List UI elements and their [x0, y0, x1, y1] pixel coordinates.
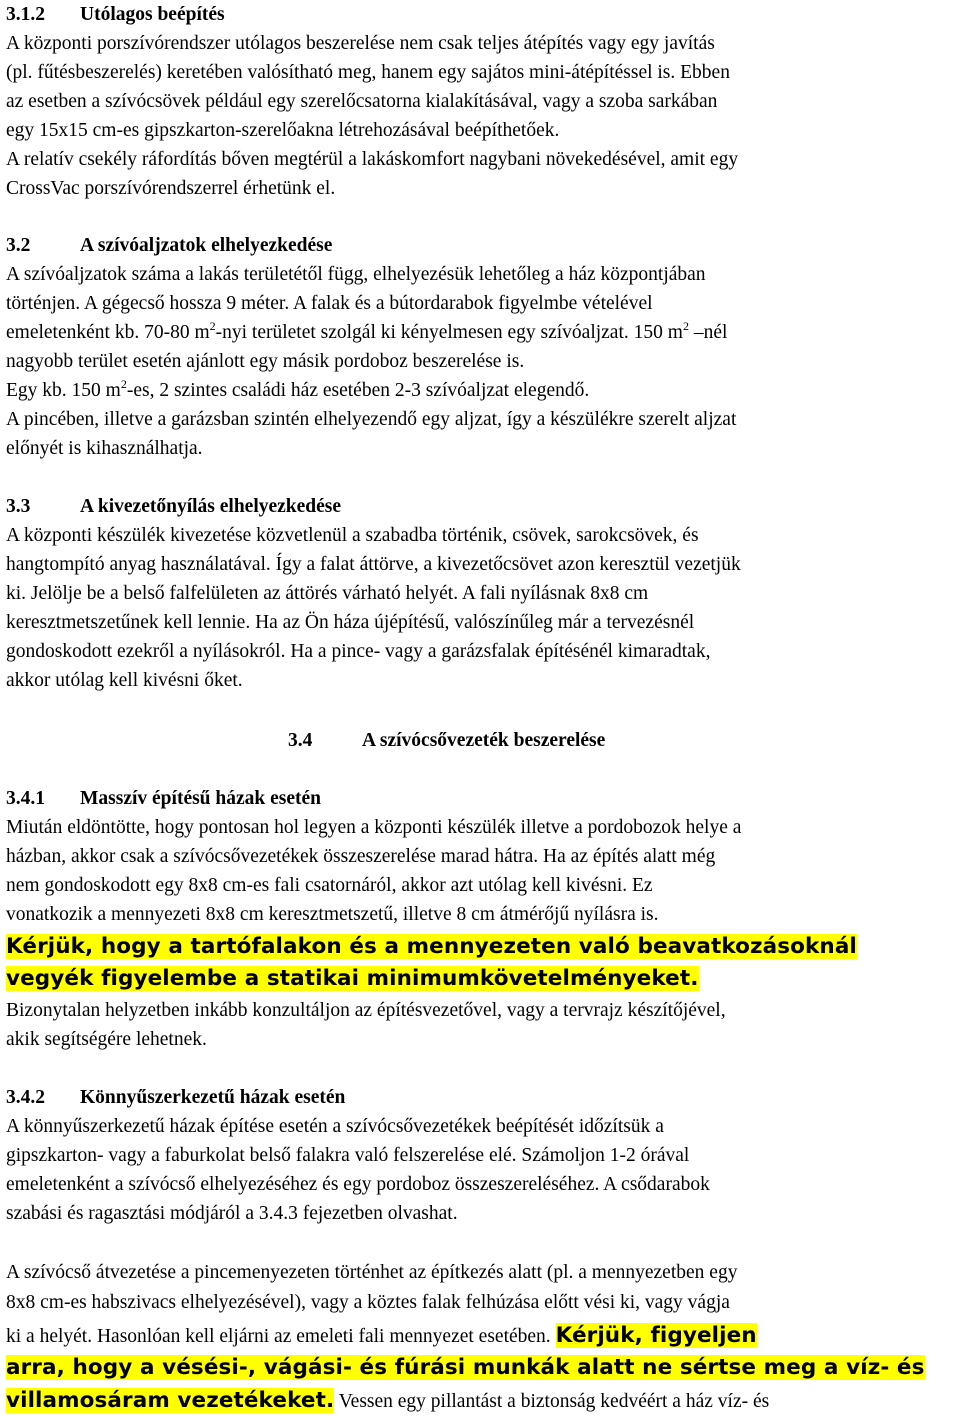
section-heading-3-4-2	[6, 1083, 345, 1112]
superscript: 2	[209, 319, 216, 333]
body-line: CrossVac porszívórendszerrel érhetünk el.	[6, 178, 336, 199]
heading-number: 3.1.2	[6, 4, 45, 25]
body-line: A központi készülék kivezetése közvetlenül a szabadba történik, csövek, sarokcsövek, és	[6, 525, 699, 546]
highlighted-warning: Kérjük, figyeljen	[555, 1323, 757, 1348]
body-line: akkor utólag kell kivésni őket.	[6, 670, 243, 691]
body-line: A központi porszívórendszer utólagos beszerelése nem csak teljes átépítés vagy egy javítás	[6, 33, 715, 54]
body-line: gondoskodott ezekről a nyílásokról. Ha a pince- vagy a garázsfalak építésénél kimaradtak,	[6, 641, 711, 662]
heading-text: Masszív építésű házak esetén	[80, 788, 322, 809]
section-heading-3-1-2	[6, 0, 225, 29]
highlighted-warning: villamosáram vezetékeket.	[6, 1388, 335, 1413]
body-line: A pincében, illetve a garázsban szintén elhelyezendő egy aljzat, így a készülékre szerelt aljzat	[6, 409, 737, 430]
heading-number: 3.4.2	[6, 1087, 45, 1108]
body-line: egy 15x15 cm-es gipszkarton-szerelőakna létrehozásával beépíthetőek.	[6, 120, 560, 141]
body-line: A szívócső átvezetése a pincemenyezeten történhet az építkezés alatt (pl. a mennyezetben egy	[6, 1262, 738, 1283]
body-line: nagyobb terület esetén ajánlott egy másik pordoboz beszerelése is.	[6, 351, 525, 372]
section-heading-3-4-1	[6, 784, 321, 813]
section-heading-3-3	[6, 492, 341, 521]
body-line: A szívóaljzatok száma a lakás területétől függ, elhelyezésük lehetőleg a ház központjában	[6, 264, 706, 285]
superscript: 2	[120, 377, 127, 391]
heading-number: 3.4.1	[6, 788, 45, 809]
text-run: –nél	[688, 322, 728, 343]
body-line: emeletenként a szívócső elhelyezéséhez és egy pordoboz összeszereléséhez. A csődarabok	[6, 1174, 710, 1195]
text-run: -es, 2 szintes családi ház esetében 2-3 szívóaljzat elegendő.	[126, 380, 590, 401]
body-line: vonatkozik a mennyezeti 8x8 cm keresztmetszetű, illetve 8 cm átmérőjű nyílásra is.	[6, 904, 659, 925]
section-heading-3-4	[288, 726, 605, 755]
body-line: Bizonytalan helyzetben inkább konzultáljon az építésvezetővel, vagy a tervrajz készítőjével,	[6, 1000, 726, 1021]
text-run: emeletenként kb. 70-80 m	[6, 322, 210, 343]
body-line: akik segítségére lehetnek.	[6, 1029, 207, 1050]
body-line: az esetben a szívócsövek például egy szerelőcsatorna kialakításával, vagy a szoba sarkában	[6, 91, 718, 112]
body-line: ki. Jelölje be a belső falfelületen az áttörés várható helyét. A fali nyílásnak 8x8 cm	[6, 583, 649, 604]
heading-text: A szívóaljzatok elhelyezkedése	[80, 235, 333, 256]
highlighted-warning: Kérjük, hogy a tartófalakon és a mennyezeten való beavatkozásoknál	[6, 934, 857, 959]
section-heading-3-2	[6, 231, 332, 260]
warning-line	[6, 1352, 925, 1384]
text-run: -nyi területet szolgál ki kényelmesen egy szívóaljzat. 150 m	[215, 322, 683, 343]
text-run: Egy kb. 150 m	[6, 380, 121, 401]
body-line	[6, 1385, 769, 1417]
text-run: Vessen egy pillantást a biztonság kedvéért a ház víz- és	[334, 1391, 770, 1412]
body-line: történjen. A gégecső hossza 9 méter. A falak és a bútordarabok figyelmbe vételével	[6, 293, 653, 314]
body-line: (pl. fűtésbeszerelés) keretében valósítható meg, hanem egy sajátos mini-átépítéssel is. Ebben	[6, 62, 730, 83]
body-line	[6, 376, 589, 405]
body-line: 8x8 cm-es habszivacs elhelyezésével), vagy a köztes falak felhúzása előtt vési ki, vagy vágja	[6, 1292, 730, 1313]
heading-text: Utólagos beépítés	[80, 4, 225, 25]
body-line: hangtompító anyag használatával. Így a falat áttörve, a kivezetőcsövet azon keresztül vezetjük	[6, 554, 741, 575]
highlighted-warning: arra, hogy a vésési-, vágási- és fúrási munkák alatt ne sértse meg a víz- és	[6, 1355, 925, 1380]
superscript: 2	[682, 319, 689, 333]
body-line: A könnyűszerkezetű házak építése esetén a szívócsővezetékek beépítését időzítsük a	[6, 1116, 664, 1137]
heading-number: 3.3	[6, 496, 31, 517]
body-line: nem gondoskodott egy 8x8 cm-es fali csatornáról, akkor azt utólag kell kivésni. Ez	[6, 875, 653, 896]
body-line	[6, 318, 727, 347]
body-line: gipszkarton- vagy a faburkolat belső falakra való felszerelése elé. Számoljon 1-2 órával	[6, 1145, 690, 1166]
heading-text: A kivezetőnyílás elhelyezkedése	[80, 496, 342, 517]
warning-line	[6, 931, 857, 964]
highlighted-warning: vegyék figyelembe a statikai minimumkövetelményeket.	[6, 966, 699, 991]
body-line	[6, 1320, 757, 1352]
heading-number: 3.4	[288, 730, 313, 751]
text-run: ki a helyét. Hasonlóan kell eljárni az emeleti fali mennyezet esetében.	[6, 1326, 556, 1347]
heading-text: A szívócsővezeték beszerelése	[362, 730, 606, 751]
heading-text: Könnyűszerkezetű házak esetén	[80, 1087, 346, 1108]
body-line: házban, akkor csak a szívócsővezetékek összeszerelése marad hátra. Ha az építés alatt még	[6, 846, 716, 867]
warning-line	[6, 963, 699, 996]
body-line: szabási és ragasztási módjáról a 3.4.3 fejezetben olvashat.	[6, 1203, 458, 1224]
body-line: keresztmetszetűnek kell lennie. Ha az Ön háza újépítésű, valószínűleg már a tervezésnél	[6, 612, 695, 633]
body-line: A relatív csekély ráfordítás bőven megtérül a lakáskomfort nagybani növekedésével, amit egy	[6, 149, 739, 170]
body-line: előnyét is kihasználhatja.	[6, 438, 203, 459]
body-line: Miután eldöntötte, hogy pontosan hol legyen a központi készülék illetve a pordobozok helye a	[6, 817, 742, 838]
heading-number: 3.2	[6, 235, 31, 256]
